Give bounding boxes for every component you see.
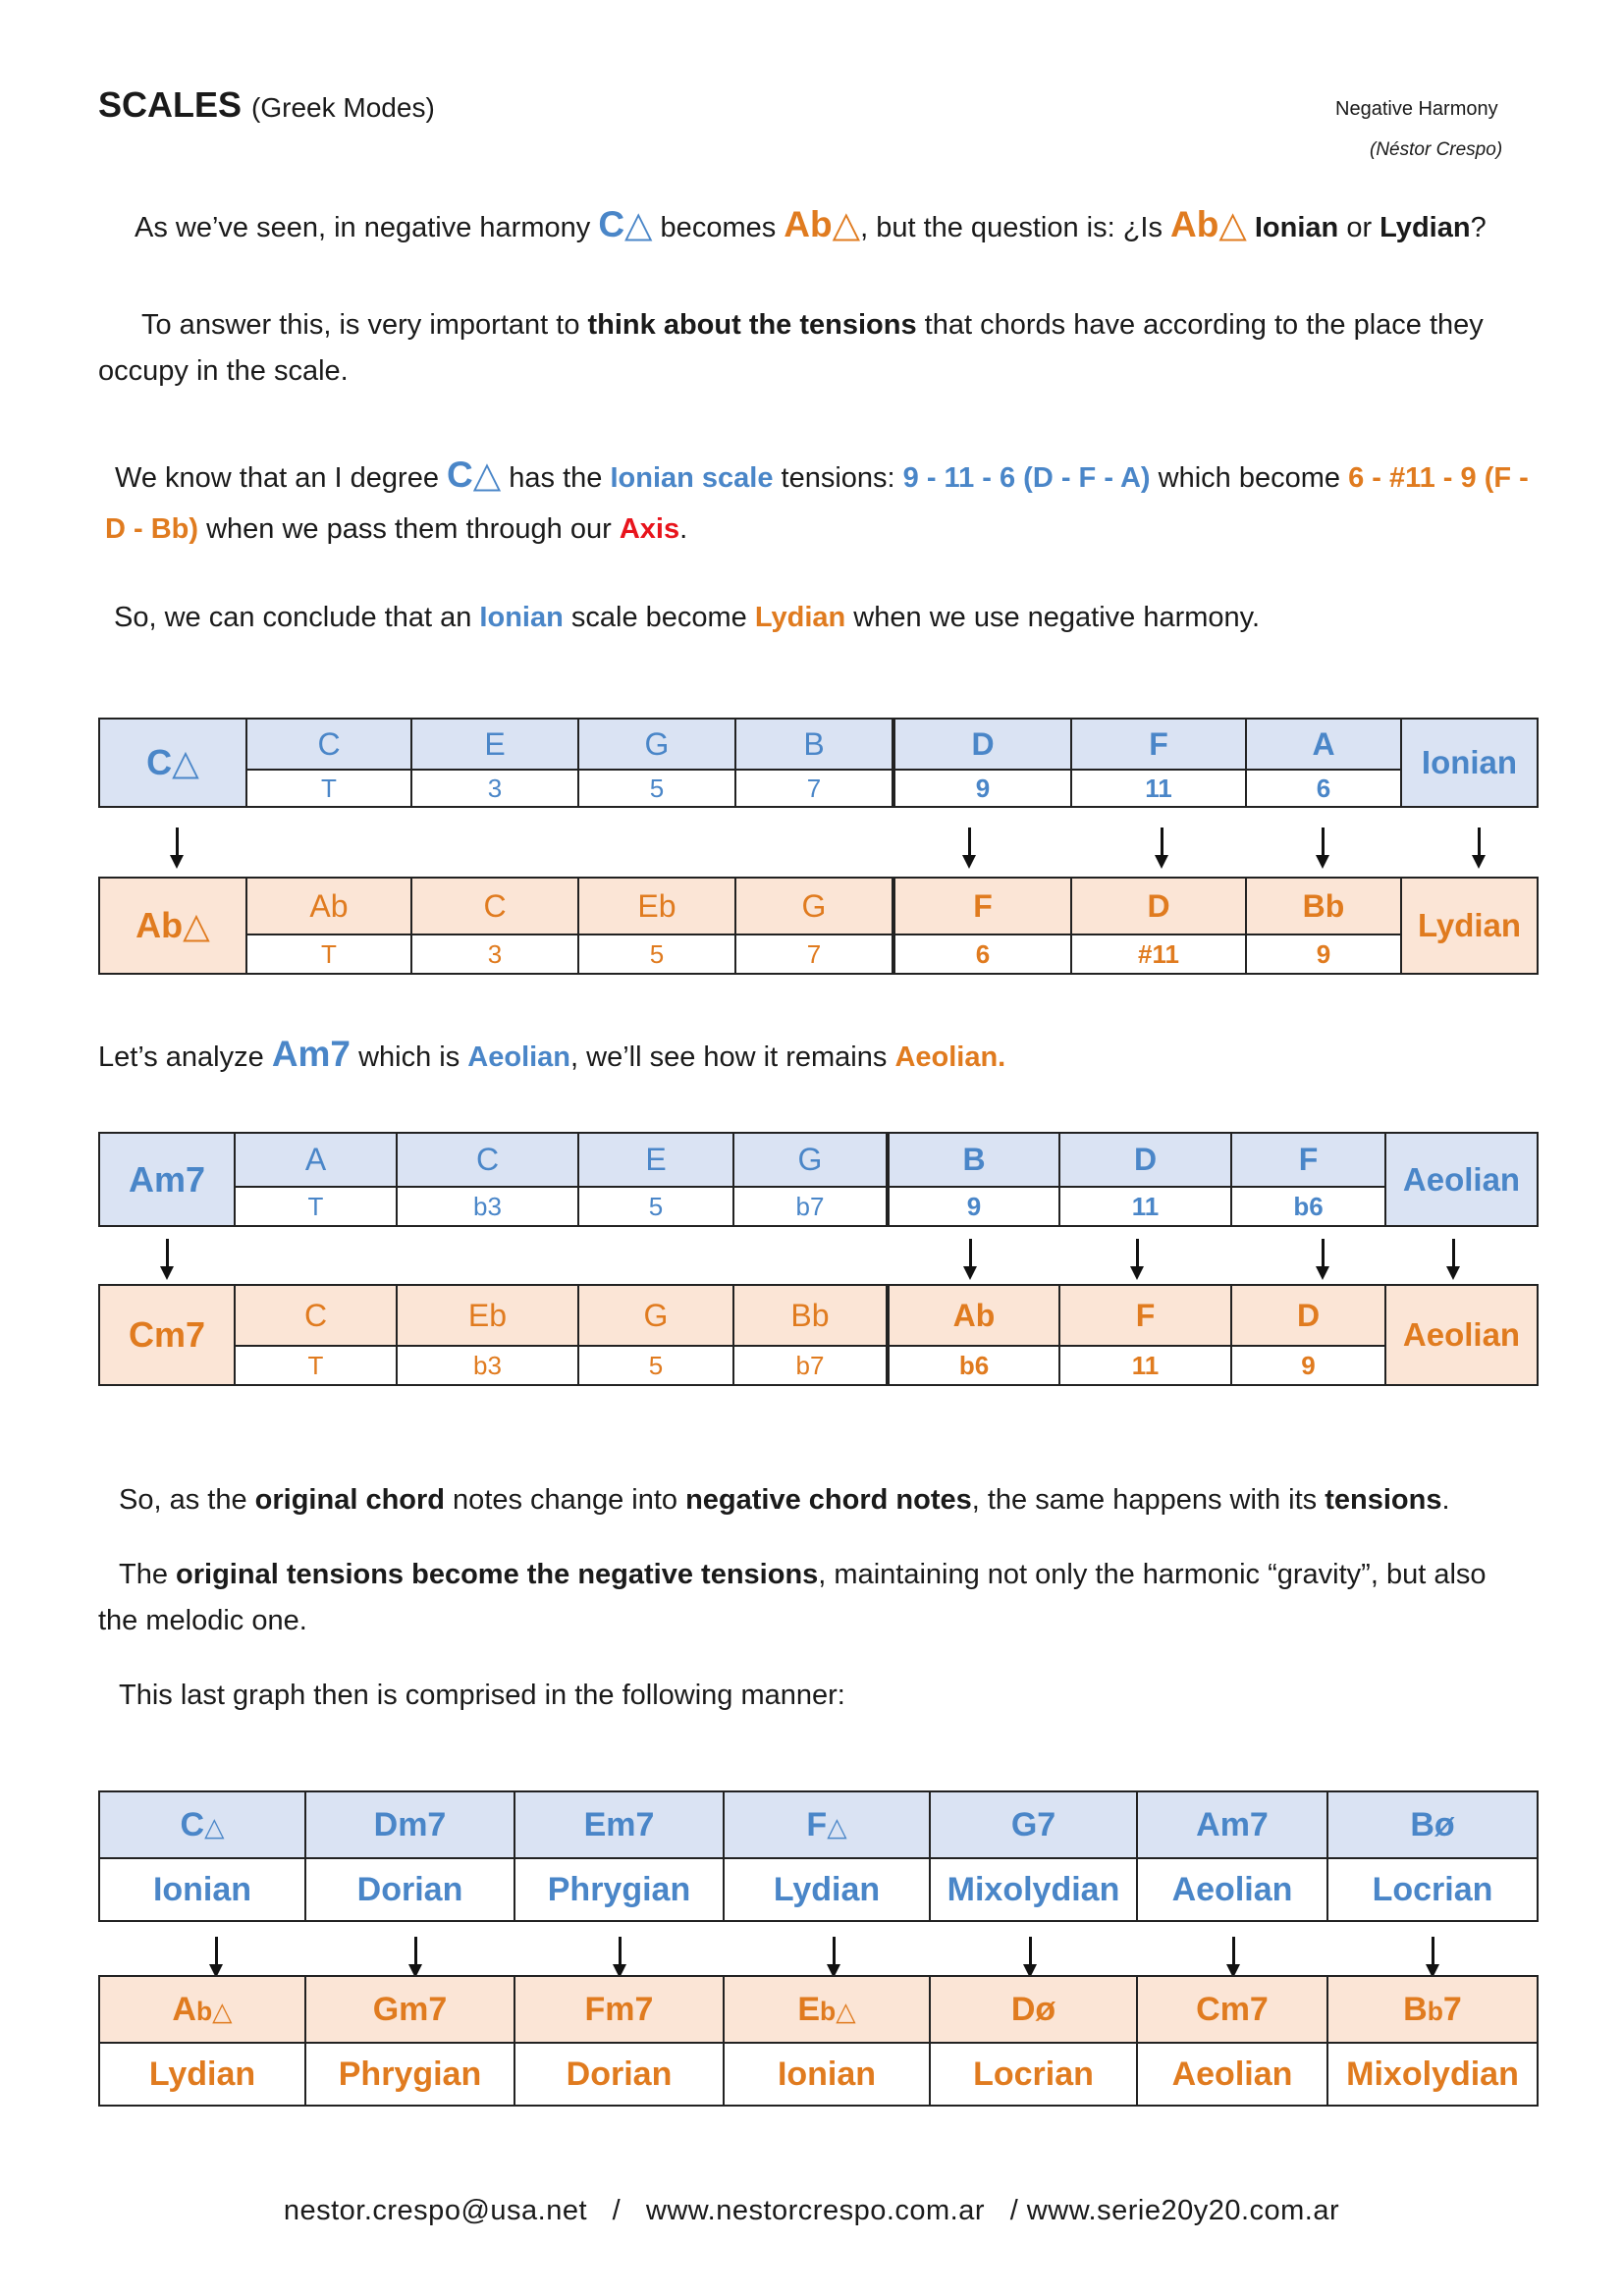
t2-bottom-degree: 11 (1059, 1346, 1231, 1385)
paragraph-4 (114, 595, 1547, 641)
paragraph-7 (98, 1552, 1532, 1644)
p3-text-4: which become (1150, 462, 1349, 494)
t1-bottom-tension-note: Bb (1246, 878, 1401, 934)
paragraph-6 (119, 1477, 1552, 1523)
t1-top-degree: T (246, 770, 411, 807)
p1-text-5: or (1338, 212, 1380, 243)
t3-neg-chord: Fm7 (514, 1976, 724, 2043)
paragraph-8 (119, 1673, 1552, 1719)
p1-text-6: ? (1470, 212, 1487, 243)
t2-bottom-degree: b6 (888, 1346, 1059, 1385)
t2-top-degree: T (235, 1187, 397, 1226)
t1-top-degree: 11 (1071, 770, 1246, 807)
t1-top-note: B (735, 719, 893, 770)
t3-original-modes-row (99, 1858, 1538, 1921)
t1-bottom-degree: 5 (578, 934, 735, 974)
p2-text-1: To answer this, is very important to (141, 309, 588, 341)
t3-mode: Locrian (1327, 1858, 1538, 1921)
p5-aeolian: Aeolian (467, 1041, 571, 1073)
t3-chord: Em7 (514, 1791, 724, 1858)
t1-bottom-tension-note: D (1071, 878, 1246, 934)
t3-negative-modes-row (99, 2043, 1538, 2106)
t1-top-degree: 5 (578, 770, 735, 807)
t2-bottom-degree: 5 (578, 1346, 733, 1385)
t2-top-tension-note: B (888, 1133, 1059, 1187)
p3-neg-tensions: 6 - #11 - 9 (1348, 462, 1477, 494)
t3-chord: Bø (1327, 1791, 1538, 1858)
t1-top-degree: 9 (893, 770, 1071, 807)
p6-text-3: , the same happens with its (971, 1484, 1325, 1516)
t3-neg-chord: Cm7 (1137, 1976, 1327, 2043)
t3-mode: Phrygian (514, 1858, 724, 1921)
t3-mode: Dorian (305, 1858, 514, 1921)
p4-text-1: So, we can conclude that an (114, 602, 480, 633)
table2-original (98, 1132, 1539, 1227)
paragraph-5 (98, 1031, 1532, 1081)
t2-top-note: G (733, 1133, 888, 1187)
t3-chord: C△ (99, 1791, 305, 1858)
t2-top-degree: 5 (578, 1187, 733, 1226)
p1-text-1: As we’ve seen, in negative harmony (135, 212, 599, 243)
p2-text-2: that chords have according to the place they occupy in the scale. (98, 309, 1484, 387)
t3-neg-chord: Ab△ (99, 1976, 305, 2043)
t3-mode: Ionian (99, 1858, 305, 1921)
table3-modes (98, 1790, 1539, 1922)
footer-links: nestor.crespo@usa.net / www.nestorcrespo.com.ar / www.serie20y20.com.ar (283, 2195, 1340, 2226)
p5-text-3: , we’ll see how it remains (570, 1041, 895, 1073)
p3-text-6: . (679, 513, 688, 545)
title-text: SCALES (98, 84, 243, 125)
t3-neg-mode: Ionian (724, 2043, 930, 2106)
t2-bottom-degree: 9 (1231, 1346, 1385, 1385)
t1-bottom-note: Eb (578, 878, 735, 934)
p8-text-1: This last graph then is comprised in the following manner: (119, 1680, 845, 1711)
p1-chord-ab: Ab△ (784, 204, 861, 244)
p7-text-2: , maintaining not only the harmonic “gravity”, but also the melodic one. (98, 1559, 1487, 1636)
t3-neg-mode: Lydian (99, 2043, 305, 2106)
p1-text-4 (1247, 212, 1255, 243)
t1-top-note: G (578, 719, 735, 770)
p2-bold: think about the tensions (587, 309, 917, 341)
t2-top-degree: 9 (888, 1187, 1059, 1226)
t1-bottom-mode: Lydian (1401, 878, 1538, 974)
p3-ionian-scale: Ionian scale (610, 462, 774, 494)
t3-original-chords-row (99, 1791, 1538, 1858)
t2-top-note: A (235, 1133, 397, 1187)
t1-top-tension-note: D (893, 719, 1071, 770)
t1-top-degree: 6 (1246, 770, 1401, 807)
p5-chord-am7: Am7 (271, 1034, 352, 1074)
page-title (98, 84, 435, 126)
p3-text-2: has the (501, 462, 611, 494)
t3-neg-mode: Dorian (514, 2043, 724, 2106)
t2-bottom-mode: Aeolian (1385, 1285, 1538, 1385)
t3-chord: Dm7 (305, 1791, 514, 1858)
p6-bold-3: tensions (1325, 1484, 1442, 1516)
t2-bottom-tension-note: F (1059, 1285, 1231, 1346)
p5-text-2: which is (351, 1041, 468, 1073)
t1-top-chord: C△ (99, 719, 246, 807)
t1-top-tension-note: A (1246, 719, 1401, 770)
t3-neg-mode: Locrian (930, 2043, 1137, 2106)
table1-negative (98, 877, 1539, 975)
t1-top-degree: 7 (735, 770, 893, 807)
p7-text-1: The (119, 1559, 177, 1590)
t3-chord: Am7 (1137, 1791, 1327, 1858)
p6-text-1: So, as the (119, 1484, 255, 1516)
t3-chord: G7 (930, 1791, 1137, 1858)
t2-bottom-degree: b7 (733, 1346, 888, 1385)
t3-neg-mode: Phrygian (305, 2043, 514, 2106)
paragraph-2 (98, 302, 1532, 395)
t1-bottom-degree: 6 (893, 934, 1071, 974)
table1-original (98, 718, 1539, 808)
t3-mode: Mixolydian (930, 1858, 1137, 1921)
p6-text-2: notes change into (445, 1484, 686, 1516)
t1-bottom-chord: Ab△ (99, 878, 246, 974)
t3-neg-chord: Gm7 (305, 1976, 514, 2043)
t2-bottom-tension-note: Ab (888, 1285, 1059, 1346)
subtitle-text: (Greek Modes) (251, 92, 435, 123)
p5-text-1: Let’s analyze (98, 1041, 272, 1073)
t2-bottom-note: G (578, 1285, 733, 1346)
t2-top-degree: b6 (1231, 1187, 1385, 1226)
p5-aeolian-2: Aeolian. (894, 1041, 1006, 1073)
p3-neg-notes: (F - D - Bb) (105, 462, 1529, 545)
p3-tensions: 9 - 11 - 6 (D - F - A) (902, 462, 1151, 494)
p6-bold-1: original chord (254, 1484, 445, 1516)
p3-chord-c: C△ (447, 454, 502, 495)
p4-text-3: when we use negative harmony. (845, 602, 1261, 633)
t1-top-note: E (411, 719, 578, 770)
t2-top-degree: b3 (397, 1187, 578, 1226)
t1-bottom-degree: 7 (735, 934, 893, 974)
p1-chord-ab-2: Ab△ (1170, 204, 1247, 244)
header-author: (Néstor Crespo) (1370, 139, 1503, 160)
t2-top-chord: Am7 (99, 1133, 235, 1226)
paragraph-1 (135, 201, 1568, 251)
p4-ionian: Ionian (479, 602, 564, 633)
p1-text-2: becomes (652, 212, 784, 243)
t1-bottom-degree: 9 (1246, 934, 1401, 974)
t3-neg-mode: Mixolydian (1327, 2043, 1538, 2106)
p7-bold-1: original tensions become the negative tensions (176, 1559, 819, 1590)
t2-bottom-note: Bb (733, 1285, 888, 1346)
t2-top-degree: b7 (733, 1187, 888, 1226)
p3-text-3: tensions: (773, 462, 903, 494)
t1-top-tension-note: F (1071, 719, 1246, 770)
p1-ionian: Ionian (1254, 212, 1339, 243)
t3-neg-chord: Eb△ (724, 1976, 930, 2043)
p1-lydian: Lydian (1380, 212, 1471, 243)
t1-bottom-note: C (411, 878, 578, 934)
t3-mode: Aeolian (1137, 1858, 1327, 1921)
t1-bottom-tension-note: F (893, 878, 1071, 934)
p4-lydian: Lydian (754, 602, 846, 633)
table2-negative (98, 1284, 1539, 1386)
t1-bottom-note: Ab (246, 878, 411, 934)
t2-bottom-note: Eb (397, 1285, 578, 1346)
t3-mode: Lydian (724, 1858, 930, 1921)
t1-bottom-note: G (735, 878, 893, 934)
t2-top-note: C (397, 1133, 578, 1187)
p6-text-4: . (1441, 1484, 1450, 1516)
t2-bottom-tension-note: D (1231, 1285, 1385, 1346)
t3-negative-chords-row (99, 1976, 1538, 2043)
t1-bottom-degree: #11 (1071, 934, 1246, 974)
paragraph-3 (105, 450, 1539, 555)
t2-bottom-note: C (235, 1285, 397, 1346)
t2-top-mode: Aeolian (1385, 1133, 1538, 1226)
t1-top-mode: Ionian (1401, 719, 1538, 807)
header-right-title: Negative Harmony (1335, 98, 1498, 120)
p3-text-5: when we pass them through our (198, 513, 620, 545)
table3-negative-modes (98, 1975, 1539, 2107)
p3-text-1: We know that an I degree (115, 462, 448, 494)
t1-top-degree: 3 (411, 770, 578, 807)
t3-chord: F△ (724, 1791, 930, 1858)
p4-text-2: scale become (563, 602, 755, 633)
t1-bottom-degree: 3 (411, 934, 578, 974)
t1-top-note: C (246, 719, 411, 770)
t2-top-tension-note: F (1231, 1133, 1385, 1187)
p3-axis: Axis (619, 513, 680, 545)
t2-top-note: E (578, 1133, 733, 1187)
t1-bottom-degree: T (246, 934, 411, 974)
t2-bottom-degree: T (235, 1346, 397, 1385)
t3-neg-mode: Aeolian (1137, 2043, 1327, 2106)
p6-bold-2: negative chord notes (685, 1484, 972, 1516)
t2-bottom-chord: Cm7 (99, 1285, 235, 1385)
p1-chord-c: C△ (598, 204, 653, 244)
t2-top-tension-note: D (1059, 1133, 1231, 1187)
t3-neg-chord: Bb7 (1327, 1976, 1538, 2043)
p1-text-3: , but the question is: ¿Is (860, 212, 1171, 243)
t2-bottom-degree: b3 (397, 1346, 578, 1385)
t2-top-degree: 11 (1059, 1187, 1231, 1226)
t3-neg-chord: Dø (930, 1976, 1137, 2043)
